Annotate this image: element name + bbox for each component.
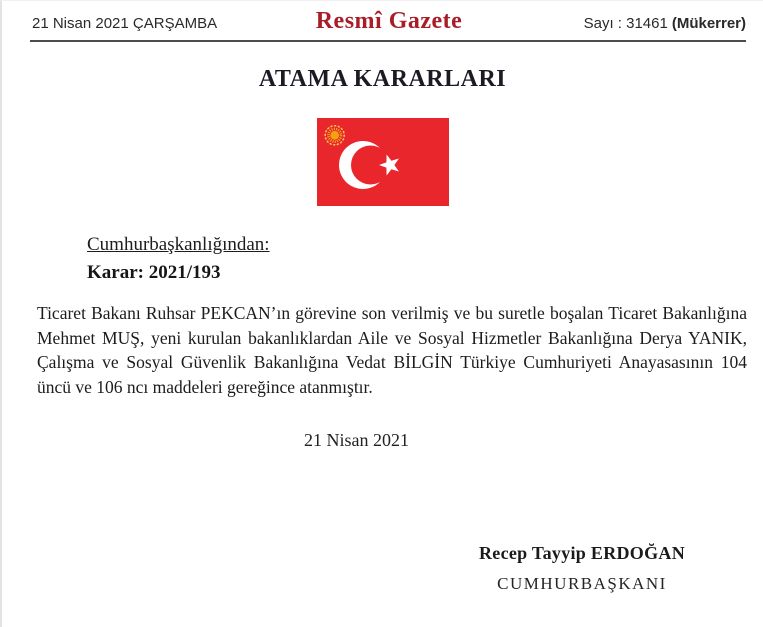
turkish-presidential-flag xyxy=(317,118,449,206)
masthead-title: Resmî Gazete xyxy=(315,8,463,34)
signature-block xyxy=(422,541,742,595)
section-title: ATAMA KARARLARI xyxy=(258,66,507,92)
decree-body-text: Ticaret Bakanı Ruhsar PEKCAN’ın görevine son verilmiş ve bu suretle boşalan Ticaret Bakanlığına Mehmet MUŞ, yeni kurulan bakanlıklardan Aile ve Sosyal Hizmetler Bakanlığına Derya YANIK, Çalışma ve Sosyal Güvenlik Bakanlığına Vedat BİLGİN Türkiye Cumhuriyeti Anayasasının 104 üncü ve 106 ncı maddeleri gereğince atanmıştır. xyxy=(37,303,747,397)
gazette-masthead xyxy=(30,1,746,42)
masthead-date: 21 Nisan 2021 ÇARŞAMBA xyxy=(32,15,218,32)
signature-title: CUMHURBAŞKANI xyxy=(497,574,667,593)
decree-date: 21 Nisan 2021 xyxy=(304,430,409,450)
masthead-issue-number xyxy=(462,15,746,32)
authority-heading: Cumhurbaşkanlığından: xyxy=(87,234,270,255)
decree-number: Karar: 2021/193 xyxy=(87,262,221,283)
signature-name: Recep Tayyip ERDOĞAN xyxy=(478,543,686,563)
flag-graphic xyxy=(317,118,449,206)
issue-label: Sayı : 31461 xyxy=(583,15,668,32)
issue-suffix: (Mükerrer) xyxy=(671,15,747,32)
